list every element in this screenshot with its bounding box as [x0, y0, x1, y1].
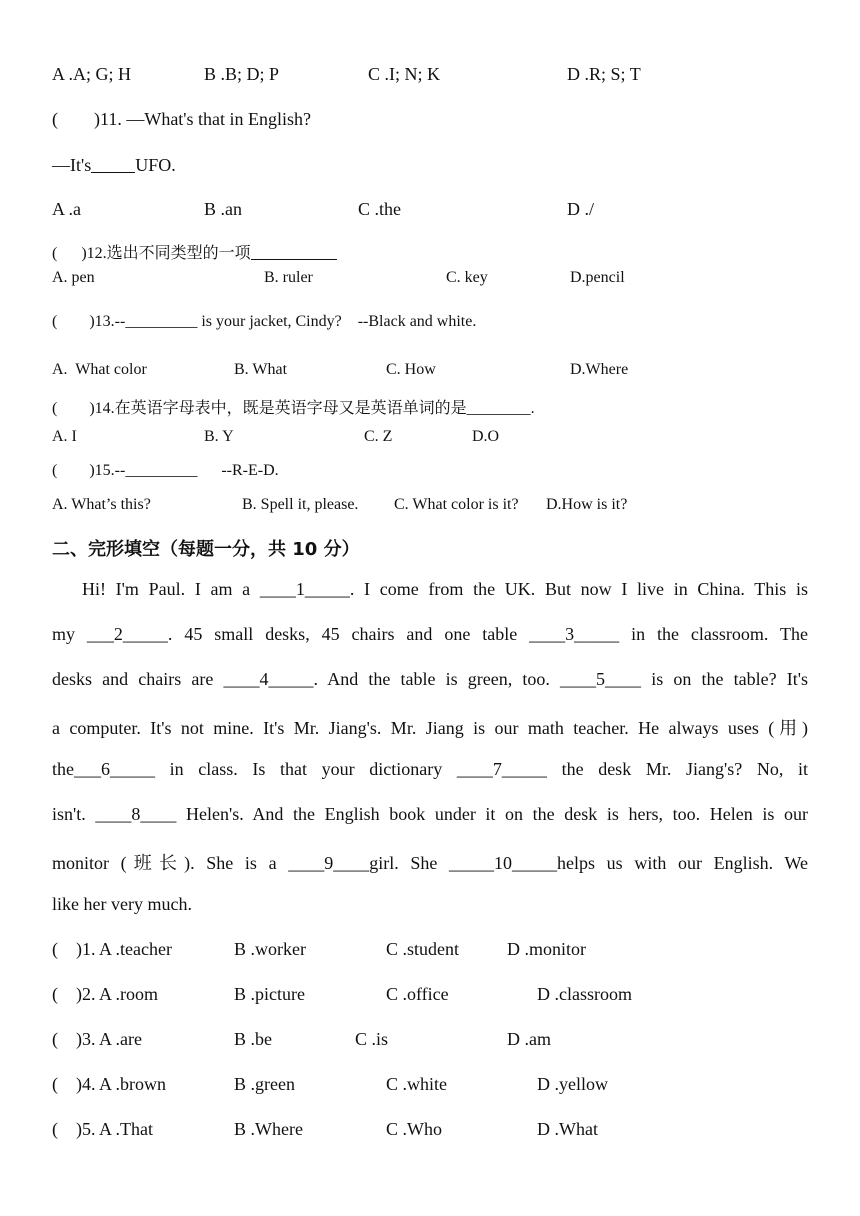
question-number[interactable]: ( )5. A .That [52, 1119, 153, 1139]
option-b: B .an [204, 199, 242, 219]
option-b: B .picture [234, 984, 305, 1004]
question-number[interactable]: ( )1. A .teacher [52, 939, 172, 959]
question-blank: _________ [125, 313, 198, 330]
option-c: C .I; N; K [368, 64, 440, 84]
q11-answer-line [52, 154, 176, 176]
question-text: 12.选出不同类型的一项 [86, 245, 251, 262]
section-heading: 二、完形填空（每题一分，共 10 分） [52, 539, 360, 560]
option-a: A. What’s this? [52, 496, 151, 513]
question-text: 11. —What's that in English? [100, 109, 312, 129]
answer-paren[interactable]: ( ) [52, 313, 95, 330]
question-prefix: 13.-- [94, 313, 126, 330]
answer-suffix: UFO. [135, 155, 176, 175]
option-c: C .white [386, 1074, 447, 1094]
answer-blank[interactable] [91, 154, 135, 173]
passage-line: the___6_____ in class. Is that your dictionary ____7_____ the desk Mr. Jiang's? No, it [52, 759, 808, 779]
option-b: B. ruler [264, 269, 313, 286]
question-text: is your jacket, Cindy? --Black and white. [197, 313, 477, 330]
q11-prompt [52, 109, 311, 130]
option-d: D .classroom [537, 984, 632, 1004]
option-c: C. What color is it? [394, 496, 519, 513]
passage-line: Hi! I'm Paul. I am a ____1_____. I come from the UK. But now I live in China. This is [82, 579, 808, 599]
question-text: 14.在英语字母表中，既是英语字母又是英语单词的是________. [94, 400, 535, 417]
q15-prompt [52, 462, 279, 480]
option-c: C .student [386, 939, 460, 959]
option-b: B .worker [234, 939, 306, 959]
option-c: C .Who [386, 1119, 442, 1139]
option-a: A. I [52, 428, 77, 445]
option-b: B .be [234, 1029, 272, 1049]
option-d: D.O [472, 428, 500, 445]
question-number[interactable]: ( )3. A .are [52, 1029, 142, 1049]
option-c: C .the [358, 199, 401, 219]
passage-line: desks and chairs are ____4_____. And the table is green, too. ____5____ is on the table? It's [52, 669, 808, 689]
option-a: A .a [52, 199, 81, 219]
option-d: D .What [537, 1119, 598, 1139]
question-number[interactable]: ( )2. A .room [52, 984, 158, 1004]
option-d: D .yellow [537, 1074, 608, 1094]
option-b: B .B; D; P [204, 64, 280, 84]
option-b: B .Where [234, 1119, 303, 1139]
passage-line: like her very much. [52, 894, 192, 914]
option-c: C. Z [364, 428, 393, 445]
answer-prefix: —It's [52, 155, 92, 175]
passage-line: my ___2_____. 45 small desks, 45 chairs and one table ____3_____ in the classroom. The [52, 624, 808, 644]
option-a: A .A; G; H [52, 64, 132, 84]
q13-prompt [52, 313, 476, 331]
option-d: D .monitor [507, 939, 586, 959]
q14-prompt [52, 395, 535, 418]
option-d: D .R; S; T [567, 64, 641, 84]
option-b: B. What [234, 361, 288, 378]
option-c: C. How [386, 361, 436, 378]
option-c: C .is [355, 1029, 389, 1049]
answer-blank[interactable] [251, 243, 337, 260]
answer-paren[interactable]: ( ) [52, 462, 95, 479]
option-d: D.pencil [570, 269, 625, 286]
option-d: D.Where [570, 361, 629, 378]
answer-paren[interactable]: ( ) [52, 245, 87, 262]
option-b: B. Y [204, 428, 234, 445]
option-d: D ./ [567, 199, 594, 219]
option-c: C .office [386, 984, 449, 1004]
option-a: A. pen [52, 269, 95, 286]
q12-prompt [52, 240, 337, 263]
passage-line: monitor (班长). She is a ____9____girl. She _____10_____helps us with our English. We [52, 853, 808, 873]
option-a: A. What color [52, 361, 147, 378]
answer-paren[interactable]: ( ) [52, 109, 100, 129]
answer-paren[interactable]: ( ) [52, 400, 95, 417]
question-number[interactable]: ( )4. A .brown [52, 1074, 166, 1094]
option-c: C. key [446, 269, 488, 286]
option-b: B .green [234, 1074, 295, 1094]
option-d: D.How is it? [546, 496, 628, 513]
question-text: 15.--_________ --R-E-D. [94, 462, 279, 479]
option-d: D .am [507, 1029, 551, 1049]
option-b: B. Spell it, please. [242, 496, 359, 513]
passage-line: a computer. It's not mine. It's Mr. Jiang's. Mr. Jiang is our math teacher. He always uses (用) [52, 718, 808, 738]
passage-line: isn't. ____8____ Helen's. And the English book under it on the desk is hers, too. Helen is our [52, 804, 808, 824]
